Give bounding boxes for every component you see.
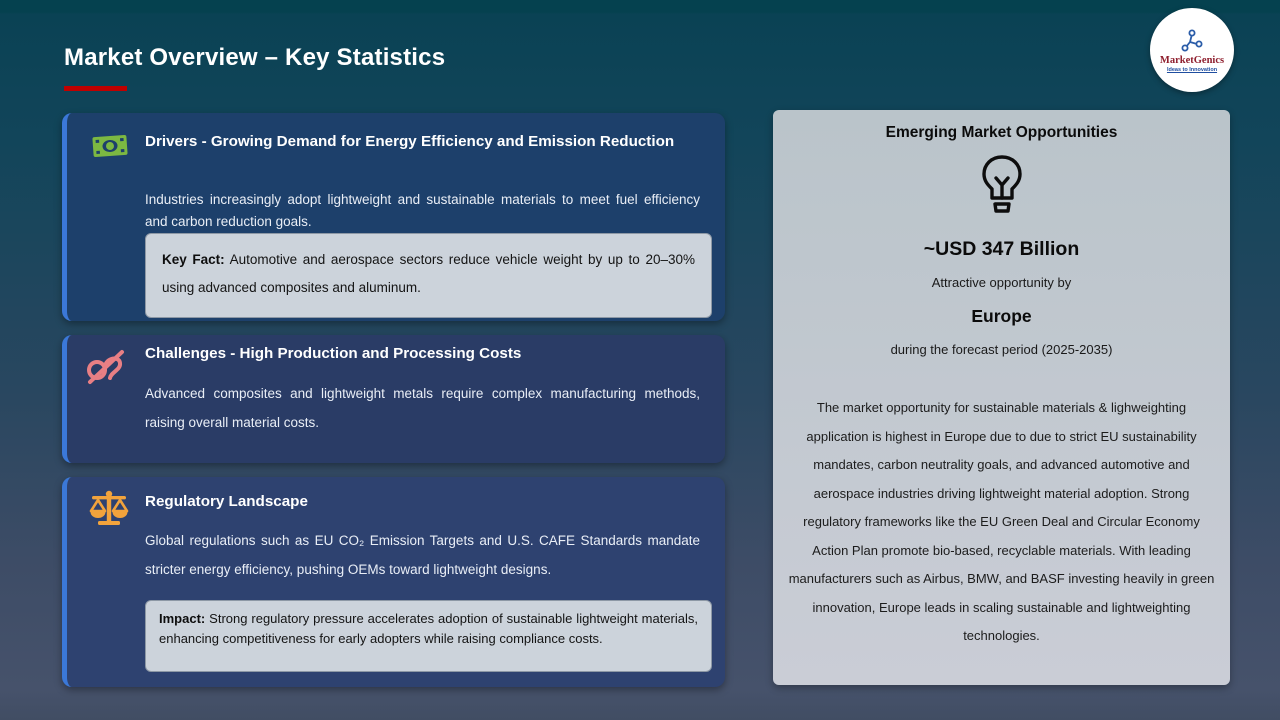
region-name: Europe bbox=[971, 306, 1032, 326]
card-body: Industries increasingly adopt lightweight and sustainable materials to meet fuel efficiency and carbon reduction goals. bbox=[145, 192, 700, 229]
card-title: Challenges - High Production and Processing Costs bbox=[145, 345, 522, 362]
impact-label: Impact: bbox=[159, 611, 206, 626]
card-body: Global regulations such as EU CO₂ Emission Targets and U.S. CAFE Standards mandate stricter energy efficiency, pushing OEMs toward lightweight designs. bbox=[145, 533, 700, 577]
molecule-icon bbox=[1179, 28, 1205, 54]
card-title: Regulatory Landscape bbox=[145, 493, 308, 510]
company-logo bbox=[1150, 8, 1234, 92]
page-title: Market Overview – Key Statistics bbox=[64, 44, 446, 71]
logo-name: MarketGenics bbox=[1159, 54, 1225, 66]
impact-text: Strong regulatory pressure accelerates adoption of sustainable lightweight materials, enhancing competitiveness for early adopters while raising compliance costs. bbox=[159, 611, 698, 646]
card-body: Advanced composites and lightweight metals require complex manufacturing methods, raising overall material costs. bbox=[145, 386, 700, 430]
logo-tagline: Ideas to Innovation bbox=[1166, 66, 1218, 73]
balance-scale-icon bbox=[89, 489, 129, 529]
opportunity-panel bbox=[773, 110, 1230, 685]
forecast-period: during the forecast period (2025-2035) bbox=[890, 342, 1113, 357]
lightbulb-icon-wrap bbox=[773, 154, 1230, 221]
card-title: Drivers - Growing Demand for Energy Efficiency and Emission Reduction bbox=[145, 133, 675, 150]
panel-description: The market opportunity for sustainable materials & lighweighting application is highest in Europe due to due to strict EU sustainability mandates, carbon neutrality goals, and advanced automotive and aerospace industries driving lightweight material adoption. Strong regulatory frameworks like the EU Green Deal and Circular Economy Action Plan promote bio-based, recyclable materials. With leading manufacturers such as Airbus, BMW, and BASF investing heavily in green innovation, Europe leads in scaling sustainable and lightweighting technologies. bbox=[788, 400, 1215, 643]
panel-title: Emerging Market Opportunities bbox=[885, 124, 1118, 141]
card-drivers bbox=[62, 113, 725, 321]
card-challenges bbox=[62, 335, 725, 463]
key-fact-text: Automotive and aerospace sectors reduce vehicle weight by up to 20–30% using advanced composites and aluminum. bbox=[162, 252, 695, 295]
key-fact-label: Key Fact: bbox=[162, 252, 225, 267]
market-value: ~USD 347 Billion bbox=[923, 238, 1080, 260]
impact-box bbox=[145, 600, 712, 672]
key-fact-box bbox=[145, 233, 712, 318]
money-bill-icon bbox=[91, 131, 129, 161]
tangled-cost-icon bbox=[83, 345, 127, 389]
panel-subtitle: Attractive opportunity by bbox=[931, 275, 1072, 290]
lightbulb-icon bbox=[976, 154, 1028, 216]
title-accent-underline bbox=[64, 86, 127, 91]
card-regulatory bbox=[62, 477, 725, 687]
